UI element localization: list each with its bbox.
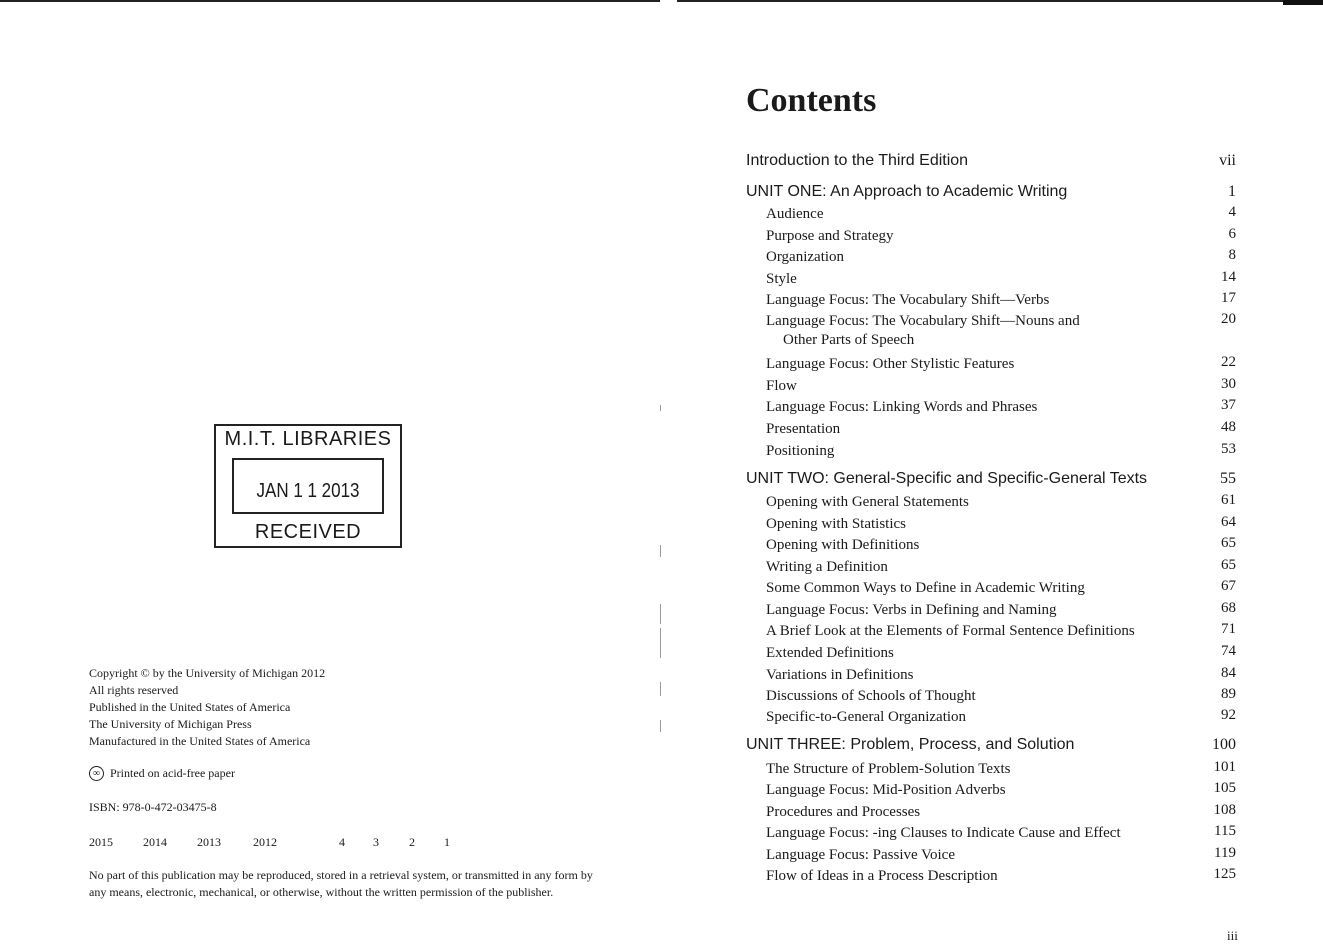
- toc-entry-continuation: Other Parts of Speech: [783, 332, 915, 348]
- toc-page: 37: [1221, 397, 1236, 413]
- toc-page: 89: [1221, 686, 1236, 702]
- printing-number: 2: [409, 835, 415, 849]
- toc-page: 48: [1221, 419, 1236, 435]
- toc-entry-label: Opening with Definitions: [766, 537, 920, 553]
- toc-entry-label: Organization: [766, 249, 845, 265]
- toc-unit-two: [746, 470, 1236, 488]
- gutter-mark: [660, 682, 661, 696]
- toc-page: 17: [1221, 290, 1236, 306]
- toc-entry-label: Procedures and Processes: [766, 804, 921, 820]
- acid-free-note: [89, 765, 235, 782]
- toc-page: 84: [1221, 665, 1236, 681]
- toc-heading-label: UNIT ONE: An Approach to Academic Writing: [746, 183, 1068, 200]
- rights-notice: No part of this publication may be reproduced, stored in a retrieval system, or transmitted in any form by any means, electronic, mechanical, or otherwise, without the written permission of the publisher.: [89, 868, 593, 899]
- toc-entry-label: Presentation: [766, 421, 841, 437]
- acid-free-text: Printed on acid-free paper: [110, 766, 235, 780]
- toc-page: 100: [1212, 736, 1236, 753]
- stamp-date: JAN 1 1 2013: [256, 480, 360, 502]
- toc-page: 68: [1221, 600, 1236, 616]
- toc-page: 74: [1221, 643, 1236, 659]
- toc-page: 65: [1221, 557, 1236, 573]
- gutter-mark: [660, 604, 661, 624]
- infinity-icon: ∞: [89, 766, 104, 781]
- toc-entry-label: Flow: [766, 378, 797, 394]
- toc-entry-label: The Structure of Problem-Solution Texts: [766, 761, 1011, 777]
- toc-page: 20: [1221, 311, 1236, 327]
- scan-edge-left: [0, 0, 660, 2]
- printing-year: 2012: [253, 835, 277, 849]
- printing-year: 2015: [89, 835, 113, 849]
- copyright-line: All rights reserved: [89, 683, 179, 697]
- toc-page: 105: [1213, 780, 1236, 796]
- toc-unit-three: [746, 736, 1236, 754]
- printing-year: 2013: [197, 835, 221, 849]
- stamp-received: RECEIVED: [254, 521, 362, 543]
- toc-entry-label: Specific-to-General Organization: [766, 709, 967, 725]
- toc-entry-label: Flow of Ideas in a Process Description: [766, 868, 998, 884]
- copyright-line: Manufactured in the United States of America: [89, 734, 311, 748]
- toc-entry-label: Style: [766, 271, 797, 287]
- stamp-library-name: M.I.T. LIBRARIES: [224, 428, 392, 450]
- toc-entry-label: Language Focus: Passive Voice: [766, 847, 956, 863]
- toc-page: 8: [1228, 247, 1236, 263]
- toc-entry-label: Variations in Definitions: [766, 667, 914, 683]
- stamp-date-box: [232, 458, 384, 514]
- toc-entry-label: Opening with General Statements: [766, 494, 969, 510]
- toc-page: 4: [1228, 204, 1236, 220]
- toc-page: 67: [1221, 578, 1236, 594]
- toc-page: 125: [1213, 866, 1236, 882]
- toc-page: 71: [1221, 621, 1236, 637]
- toc-page: 61: [1221, 492, 1236, 508]
- toc-heading-label: UNIT TWO: General-Specific and Specific-General Texts: [746, 470, 1148, 487]
- copyright-line: The University of Michigan Press: [89, 717, 252, 731]
- copyright-lines: [89, 665, 325, 750]
- toc-page: 64: [1221, 514, 1236, 530]
- toc-heading-label: Introduction to the Third Edition: [746, 152, 969, 169]
- copyright-line: Copyright © by the University of Michigan 2012: [89, 666, 326, 680]
- toc-page: 55: [1220, 470, 1236, 487]
- toc-page: 115: [1214, 823, 1236, 839]
- page-number: iii: [1227, 928, 1238, 943]
- gutter-mark: [660, 545, 661, 557]
- toc-page: vii: [1219, 152, 1236, 169]
- toc-page: 30: [1221, 376, 1236, 392]
- toc-entry-label: Audience: [766, 206, 824, 222]
- toc-page: 1: [1228, 183, 1236, 200]
- gutter-mark: [660, 720, 661, 732]
- toc-entry-label: Language Focus: The Vocabulary Shift—Nouns and: [766, 313, 1080, 329]
- toc-entry-label: Positioning: [766, 443, 835, 459]
- gutter-mark: [660, 405, 661, 411]
- toc-page: 65: [1221, 535, 1236, 551]
- toc-heading-label: UNIT THREE: Problem, Process, and Solution: [746, 736, 1075, 753]
- toc-unit-one: [746, 183, 1236, 201]
- toc-page: 6: [1228, 226, 1236, 242]
- scan-corner: [1283, 0, 1323, 5]
- toc-entry-label: Opening with Statistics: [766, 516, 906, 532]
- copyright-line: Published in the United States of America: [89, 700, 291, 714]
- printing-number: 3: [373, 835, 379, 849]
- toc-page: 22: [1221, 354, 1236, 370]
- toc-page: 92: [1221, 707, 1236, 723]
- isbn: ISBN: 978-0-472-03475-8: [89, 800, 217, 814]
- toc-page: 108: [1213, 802, 1236, 818]
- toc-intro: [746, 152, 1236, 170]
- toc-page: 53: [1221, 441, 1236, 457]
- toc-page: 101: [1213, 759, 1236, 775]
- toc-entry-label: Language Focus: -ing Clauses to Indicate Cause and Effect: [766, 825, 1121, 841]
- printing-number: 1: [444, 835, 450, 849]
- page-title: Contents: [746, 82, 877, 119]
- toc-entry-label: Language Focus: Verbs in Defining and Naming: [766, 602, 1057, 618]
- toc-entry-label: Language Focus: Mid-Position Adverbs: [766, 782, 1006, 798]
- toc-entry-label: Language Focus: Linking Words and Phrases: [766, 399, 1038, 415]
- toc-entry-label: Writing a Definition: [766, 559, 888, 575]
- toc-page: 119: [1214, 845, 1236, 861]
- toc-entry-label: Some Common Ways to Define in Academic Writing: [766, 580, 1085, 596]
- toc-entry-label: Discussions of Schools of Thought: [766, 688, 976, 704]
- toc-entry-label: Language Focus: The Vocabulary Shift—Verbs: [766, 292, 1050, 308]
- toc-entry-label: Extended Definitions: [766, 645, 894, 661]
- gutter-mark: [660, 628, 661, 658]
- printing-number: 4: [339, 835, 345, 849]
- toc-entry-label: Language Focus: Other Stylistic Features: [766, 356, 1015, 372]
- scan-edge-right: [677, 0, 1323, 2]
- printing-year: 2014: [143, 835, 167, 849]
- toc-entry-label: Purpose and Strategy: [766, 228, 894, 244]
- toc-page: 14: [1221, 269, 1236, 285]
- toc-entry-label: A Brief Look at the Elements of Formal Sentence Definitions: [766, 623, 1135, 639]
- library-stamp: [214, 424, 402, 548]
